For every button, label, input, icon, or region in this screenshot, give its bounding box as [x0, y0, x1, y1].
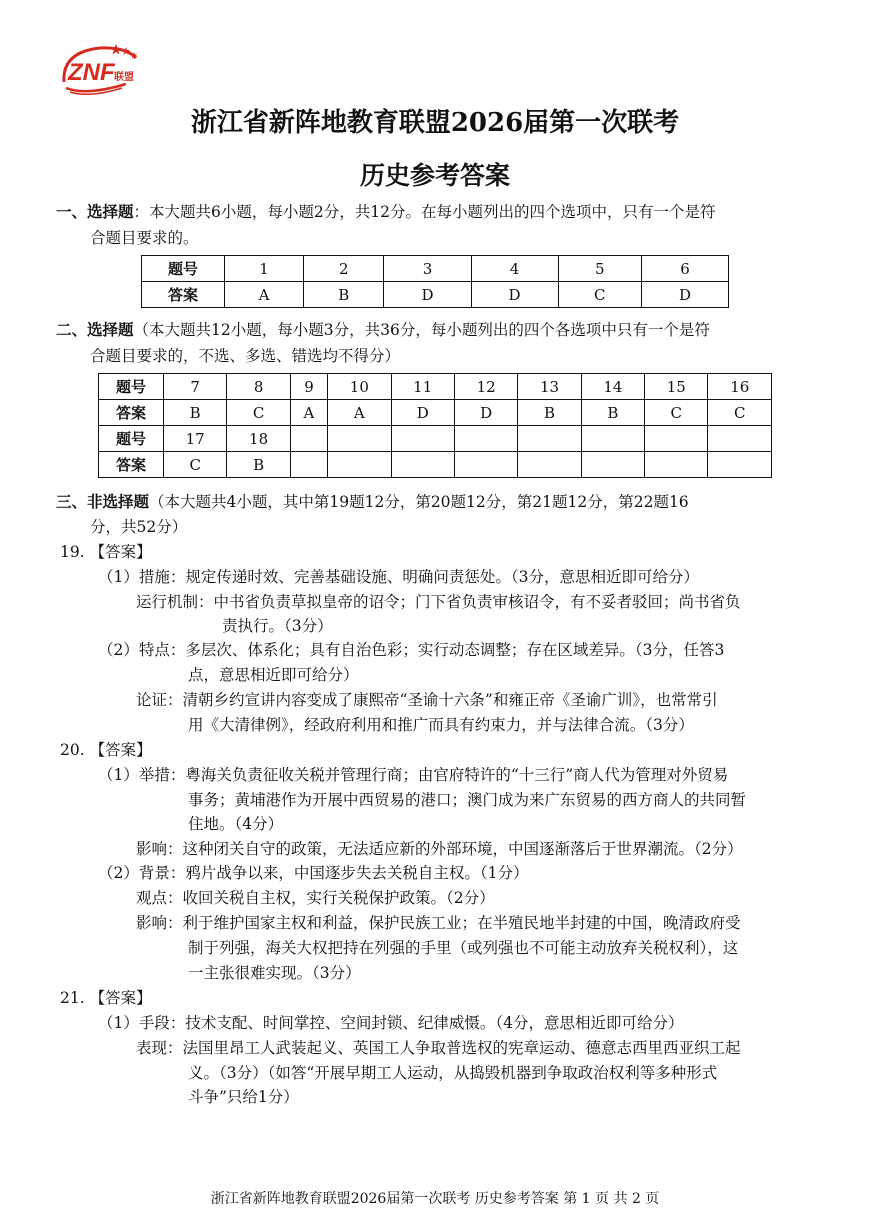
table-cell: 10	[328, 374, 391, 400]
table-cell: 15	[645, 374, 708, 400]
section1-line1	[56, 200, 715, 224]
q20-line: （1）举措：粤海关负责征收关税并管理行商；由官府特许的“十三行”商人代为管理对外贸易	[98, 766, 729, 784]
q21-line: 义。（3分）（如答“开展早期工人运动，从捣毁机器到争取政治权利等多种形式	[188, 1064, 718, 1082]
exam-title: 浙江省新阵地教育联盟2026届第一次联考	[190, 108, 680, 138]
section1-label: 一、选择题	[56, 202, 134, 221]
table-cell: D	[471, 282, 558, 308]
q20-line: 制于列强，海关大权把持在列强的手里（或列强也不可能主动放弃关税权利），这	[188, 939, 739, 957]
table-cell: B	[164, 400, 227, 426]
table-cell: 14	[581, 374, 644, 400]
table-row	[142, 256, 729, 282]
table-cell	[454, 452, 517, 478]
table-cell: 2	[304, 256, 384, 282]
table-cell: 8	[227, 374, 290, 400]
answer-key-title: 历史参考答案	[359, 161, 510, 190]
section2-line1	[56, 318, 710, 342]
logo-subtext: 联盟	[114, 72, 134, 83]
table-cell: 11	[391, 374, 454, 400]
table-cell	[290, 452, 327, 478]
table-cell: 1	[225, 256, 304, 282]
table-row	[142, 282, 729, 308]
q19-line: 论证：清朝乡约宣讲内容变成了康熙帝“圣谕十六条”和雍正帝《圣谕广训》，也常常引	[136, 691, 718, 709]
table-cell	[708, 426, 772, 452]
table-cell: C	[164, 452, 227, 478]
table-cell: 4	[471, 256, 558, 282]
q19-line: 运行机制：中书省负责草拟皇帝的诏令；门下省负责审核诏令，有不妥者驳回；尚书省负	[136, 593, 741, 611]
q19-line: （2）特点：多层次、体系化；具有自治色彩；实行动态调整；存在区域差异。（3分，任答3	[98, 641, 725, 659]
table-header-cell: 答案	[99, 452, 164, 478]
table-cell: A	[290, 400, 327, 426]
section3-line1	[56, 490, 689, 514]
q21-line: 斗争”只给1分）	[188, 1088, 299, 1106]
section2-label: 二、选择题	[56, 320, 134, 339]
section2-answer-table	[98, 373, 772, 478]
table-cell	[328, 452, 391, 478]
table-cell: 9	[290, 374, 327, 400]
table-row	[99, 426, 772, 452]
table-cell: 18	[227, 426, 290, 452]
section1-answer-table	[141, 255, 729, 308]
table-cell: D	[391, 400, 454, 426]
table-header-cell: 题号	[142, 256, 225, 282]
table-cell	[290, 426, 327, 452]
q19-line: 点，意思相近即可给分）	[188, 666, 359, 684]
q19-line: 责执行。（3分）	[222, 617, 333, 635]
table-cell	[581, 452, 644, 478]
table-cell: 12	[454, 374, 517, 400]
section2-desc2: 合题目要求的，不选、多选、错选均不得分）	[90, 347, 401, 365]
table-cell: 5	[558, 256, 641, 282]
table-cell: C	[558, 282, 641, 308]
logo-text: ZNF	[68, 59, 115, 86]
table-row	[99, 400, 772, 426]
table-header-cell: 答案	[142, 282, 225, 308]
table-cell	[708, 452, 772, 478]
alliance-logo	[56, 38, 144, 98]
q19-line: （1）措施：规定传递时效、完善基础设施、明确问责惩处。（3分，意思相近即可给分）	[98, 568, 699, 586]
table-cell: B	[304, 282, 384, 308]
q20-line: 影响：利于维护国家主权和利益，保护民族工业；在半殖民地半封建的中国，晚清政府受	[136, 914, 741, 932]
table-cell	[645, 426, 708, 452]
table-cell: D	[454, 400, 517, 426]
table-cell: 7	[164, 374, 227, 400]
table-cell: 16	[708, 374, 772, 400]
table-cell: A	[328, 400, 391, 426]
table-cell: D	[384, 282, 471, 308]
q19-line: 用《大清律例》，经政府利用和推广而具有约束力，并与法律合流。（3分）	[188, 716, 694, 734]
table-cell	[518, 426, 581, 452]
table-header-cell: 题号	[99, 426, 164, 452]
table-cell: C	[645, 400, 708, 426]
table-cell	[581, 426, 644, 452]
q21-line: 表现：法国里昂工人武装起义、英国工人争取普选权的宪章运动、德意志西里西亚织工起	[136, 1039, 741, 1057]
section3-desc1: （本大题共4小题，其中第19题12分，第20题12分，第21题12分，第22题16	[149, 493, 689, 511]
section2-desc1: （本大题共12小题，每小题3分，共36分，每小题列出的四个各选项中只有一个是符	[133, 321, 710, 339]
q20-line: 一主张很难实现。（3分）	[188, 964, 361, 982]
table-cell: B	[581, 400, 644, 426]
q20-line: 影响：这种闭关自守的政策，无法适应新的外部环境，中国逐渐落后于世界潮流。（2分）	[136, 840, 743, 858]
q20-line: 住地。（4分）	[188, 815, 284, 833]
q20-line: 事务；黄埔港作为开展中西贸易的港口；澳门成为来广东贸易的西方商人的共同暂	[188, 791, 747, 809]
q21-heading: 21. 【答案】	[60, 989, 152, 1007]
table-cell: A	[225, 282, 304, 308]
table-cell: 13	[518, 374, 581, 400]
table-cell	[391, 452, 454, 478]
q20-heading: 20. 【答案】	[60, 741, 152, 759]
table-cell: D	[641, 282, 728, 308]
table-cell	[518, 452, 581, 478]
section3-label: 三、非选择题	[56, 492, 150, 511]
page-footer: 浙江省新阵地教育联盟2026届第一次联考 历史参考答案 第 1 页 共 2 页	[210, 1191, 660, 1207]
table-header-cell: 答案	[99, 400, 164, 426]
q21-line: （1）手段：技术支配、时间掌控、空间封锁、纪律威慑。（4分，意思相近即可给分）	[98, 1014, 684, 1032]
table-cell: 3	[384, 256, 471, 282]
table-header-cell: 题号	[99, 374, 164, 400]
section1-desc1: ：本大题共6小题，每小题2分，共12分。在每小题列出的四个选项中，只有一个是符	[133, 203, 716, 221]
table-cell: C	[708, 400, 772, 426]
table-cell: 17	[164, 426, 227, 452]
section3-desc2: 分，共52分）	[90, 518, 188, 536]
table-row	[99, 374, 772, 400]
table-cell: C	[227, 400, 290, 426]
section1-desc2: 合题目要求的。	[90, 229, 199, 247]
q20-line: （2）背景：鸦片战争以来，中国逐步失去关税自主权。（1分）	[98, 864, 529, 882]
table-cell: B	[227, 452, 290, 478]
table-cell	[454, 426, 517, 452]
table-row	[99, 452, 772, 478]
q19-heading: 19. 【答案】	[60, 543, 152, 561]
table-cell	[645, 452, 708, 478]
table-cell	[328, 426, 391, 452]
table-cell	[391, 426, 454, 452]
table-cell: B	[518, 400, 581, 426]
q20-line: 观点：收回关税自主权，实行关税保护政策。（2分）	[136, 889, 495, 907]
table-cell: 6	[641, 256, 728, 282]
